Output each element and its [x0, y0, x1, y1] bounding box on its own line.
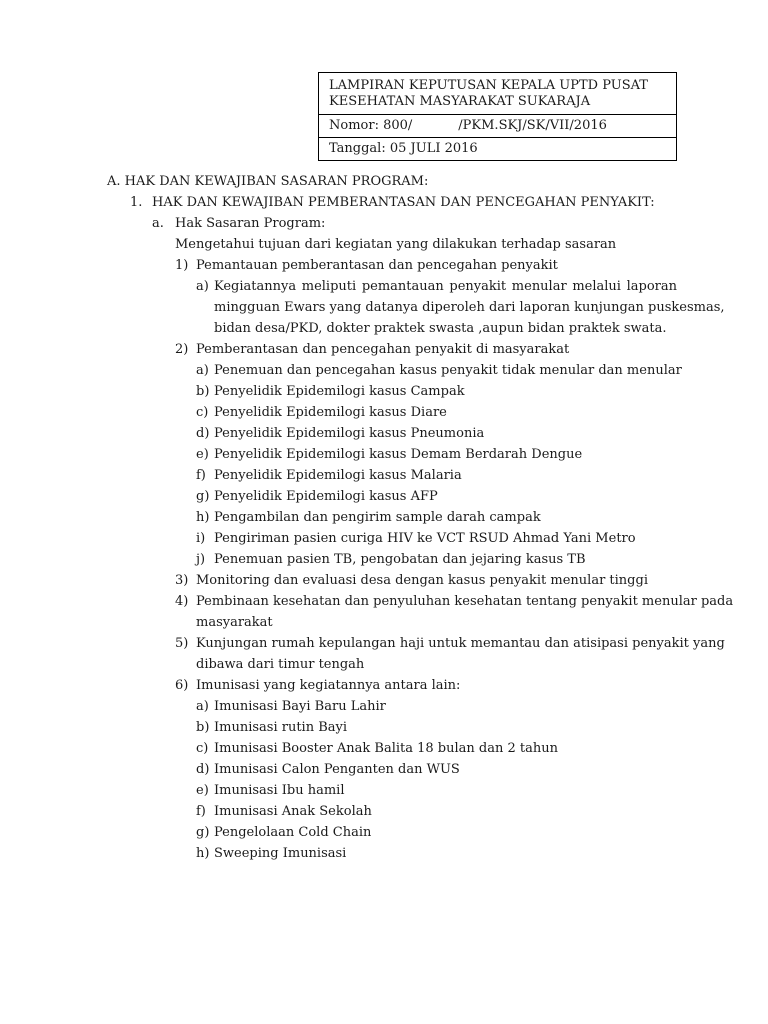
list-item-number: c)	[196, 741, 209, 756]
list-item-number: j)	[196, 552, 206, 567]
list-item-number: e)	[196, 783, 209, 798]
decree-number-value: /PKM.SKJ/SK/VII/2016	[458, 118, 607, 133]
decree-number-label: Nomor: 800/	[329, 118, 413, 133]
list-item-number: i)	[196, 531, 206, 546]
list-item: Penyelidik Epidemilogi kasus Demam Berdarah Dengue	[214, 447, 583, 462]
item1-number: 1.	[130, 195, 143, 210]
point-1-text: Pemantauan pemberantasan dan pencegahan penyakit	[196, 258, 558, 273]
list-item-number: c)	[196, 405, 209, 420]
list-item: Imunisasi rutin Bayi	[214, 720, 348, 735]
decree-title-line2: KESEHATAN MASYARAKAT SUKARAJA	[329, 94, 591, 109]
point-4-line1: Pembinaan kesehatan dan penyuluhan kesehatan tentang penyakit menular pada	[196, 594, 734, 609]
point-5-line1: Kunjungan rumah kepulangan haji untuk memantau dan atisipasi penyakit yang	[196, 636, 725, 651]
list-item-number: d)	[196, 426, 210, 441]
item1-title: HAK DAN KEWAJIBAN PEMBERANTASAN DAN PENCEGAHAN PENYAKIT:	[152, 195, 655, 210]
list-item: Sweeping Imunisasi	[214, 846, 347, 861]
point-5-line2: dibawa dari timur tengah	[196, 657, 365, 672]
point-1a-line3: bidan desa/PKD, dokter praktek swasta ,aupun bidan praktek swata.	[214, 321, 667, 336]
list-item: Pengambilan dan pengirim sample darah campak	[214, 510, 541, 525]
list-item-number: d)	[196, 762, 210, 777]
list-item-number: e)	[196, 447, 209, 462]
sub-a-number: a.	[152, 216, 164, 231]
list-item-number: b)	[196, 384, 210, 399]
list-item: Imunisasi Ibu hamil	[214, 783, 345, 798]
list-item-number: h)	[196, 846, 210, 861]
list-item-number: a)	[196, 363, 209, 378]
list-item: Penyelidik Epidemilogi kasus Diare	[214, 405, 447, 420]
point-1a-line1: Kegiatannya meliputi pemantauan penyakit menular melalui laporan	[214, 279, 677, 294]
decree-title-line1: LAMPIRAN KEPUTUSAN KEPALA UPTD PUSAT	[329, 78, 648, 93]
point-4-line2: masyarakat	[196, 615, 273, 630]
point-1-number: 1)	[175, 258, 189, 273]
point-3-text: Monitoring dan evaluasi desa dengan kasus penyakit menular tinggi	[196, 573, 648, 588]
point-3-number: 3)	[175, 573, 189, 588]
point-1a-line2: mingguan Ewars yang datanya diperoleh dari laporan kunjungan puskesmas,	[214, 300, 725, 315]
decree-date: Tanggal: 05 JULI 2016	[329, 141, 478, 156]
point-1a-number: a)	[196, 279, 209, 294]
list-item: Penemuan dan pencegahan kasus penyakit tidak menular dan menular	[214, 363, 682, 378]
list-item-number: h)	[196, 510, 210, 525]
list-item: Penemuan pasien TB, pengobatan dan jejaring kasus TB	[214, 552, 586, 567]
list-item: Imunisasi Calon Penganten dan WUS	[214, 762, 460, 777]
list-item: Penyelidik Epidemilogi kasus Malaria	[214, 468, 462, 483]
point-4-number: 4)	[175, 594, 189, 609]
point-6-text: Imunisasi yang kegiatannya antara lain:	[196, 678, 461, 693]
list-item-number: f)	[196, 468, 206, 483]
list-item: Imunisasi Booster Anak Balita 18 bulan dan 2 tahun	[214, 741, 558, 756]
decree-number	[319, 115, 676, 138]
list-item: Penyelidik Epidemilogi kasus Campak	[214, 384, 465, 399]
header-box	[318, 72, 677, 161]
list-item-number: g)	[196, 489, 210, 504]
list-item: Penyelidik Epidemilogi kasus AFP	[214, 489, 438, 504]
list-item-number: g)	[196, 825, 210, 840]
section-a-heading: A. HAK DAN KEWAJIBAN SASARAN PROGRAM:	[107, 174, 429, 189]
list-item: Penyelidik Epidemilogi kasus Pneumonia	[214, 426, 485, 441]
list-item: Imunisasi Anak Sekolah	[214, 804, 372, 819]
sub-a-title: Hak Sasaran Program:	[175, 216, 326, 231]
list-item: Imunisasi Bayi Baru Lahir	[214, 699, 386, 714]
point-5-number: 5)	[175, 636, 189, 651]
list-item: Pengiriman pasien curiga HIV ke VCT RSUD Ahmad Yani Metro	[214, 531, 636, 546]
decree-title	[319, 73, 676, 115]
list-item-number: f)	[196, 804, 206, 819]
list-item-number: b)	[196, 720, 210, 735]
point-6-number: 6)	[175, 678, 189, 693]
point-2-text: Pemberantasan dan pencegahan penyakit di masyarakat	[196, 342, 570, 357]
list-item: Pengelolaan Cold Chain	[214, 825, 372, 840]
intro-text: Mengetahui tujuan dari kegiatan yang dilakukan terhadap sasaran	[175, 237, 617, 252]
list-item-number: a)	[196, 699, 209, 714]
point-2-number: 2)	[175, 342, 189, 357]
